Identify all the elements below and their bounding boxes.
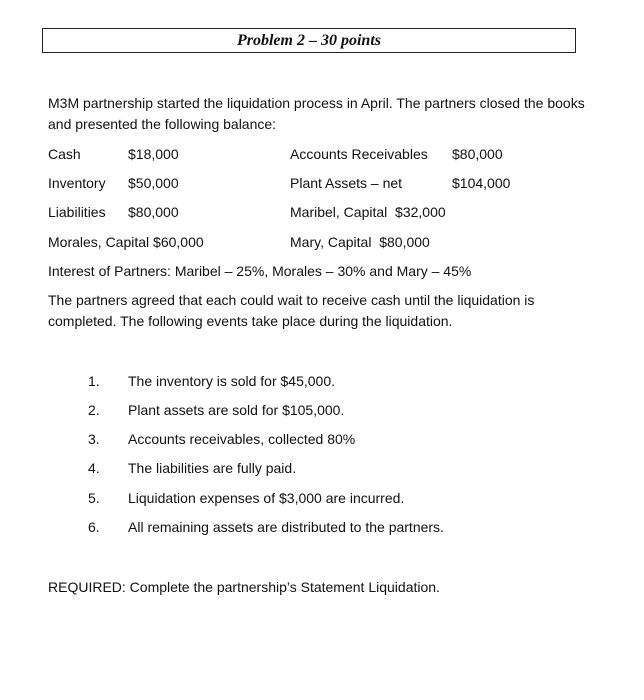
event-number: 3. [88, 431, 100, 447]
event-text: Plant assets are sold for $105,000. [128, 402, 345, 418]
event-text: Liquidation expenses of $3,000 are incurred. [128, 490, 405, 506]
event-number: 4. [88, 460, 100, 476]
liabilities-label: Liabilities [48, 204, 106, 220]
event-text: The liabilities are fully paid. [128, 460, 297, 476]
plant-assets-value: $104,000 [452, 175, 511, 191]
maribel-capital: Maribel, Capital $32,000 [290, 204, 446, 220]
required-instruction: REQUIRED: Complete the partnership’s Statement Liquidation. [48, 579, 440, 595]
event-text: All remaining assets are distributed to the partners. [128, 519, 444, 535]
event-text: Accounts receivables, collected 80% [128, 431, 356, 447]
event-text: The inventory is sold for $45,000. [128, 373, 336, 389]
accounts-receivables-value: $80,000 [452, 146, 503, 162]
event-number: 5. [88, 490, 100, 506]
plant-assets-label: Plant Assets – net [290, 175, 403, 191]
cash-label: Cash [48, 146, 81, 162]
partner-interest: Interest of Partners: Maribel – 25%, Morales – 30% and Mary – 45% [48, 263, 472, 279]
event-number: 2. [88, 402, 100, 418]
intro-paragraph: M3M partnership started the liquidation process in April. The partners closed the books and presented the following balance: [48, 95, 585, 132]
mary-capital: Mary, Capital $80,000 [290, 234, 430, 250]
cash-value: $18,000 [128, 146, 179, 162]
liabilities-value: $80,000 [128, 204, 179, 220]
accounts-receivables-label: Accounts Receivables [290, 146, 428, 162]
problem-title: Problem 2 – 30 points [42, 28, 576, 53]
event-number: 6. [88, 519, 100, 535]
inventory-value: $50,000 [128, 175, 179, 191]
liquidation-note: The partners agreed that each could wait to receive cash until the liquidation is completed. The following events take place during the liquidation. [48, 292, 535, 329]
inventory-label: Inventory [48, 175, 106, 191]
event-number: 1. [88, 373, 100, 389]
morales-capital: Morales, Capital $60,000 [48, 234, 204, 250]
